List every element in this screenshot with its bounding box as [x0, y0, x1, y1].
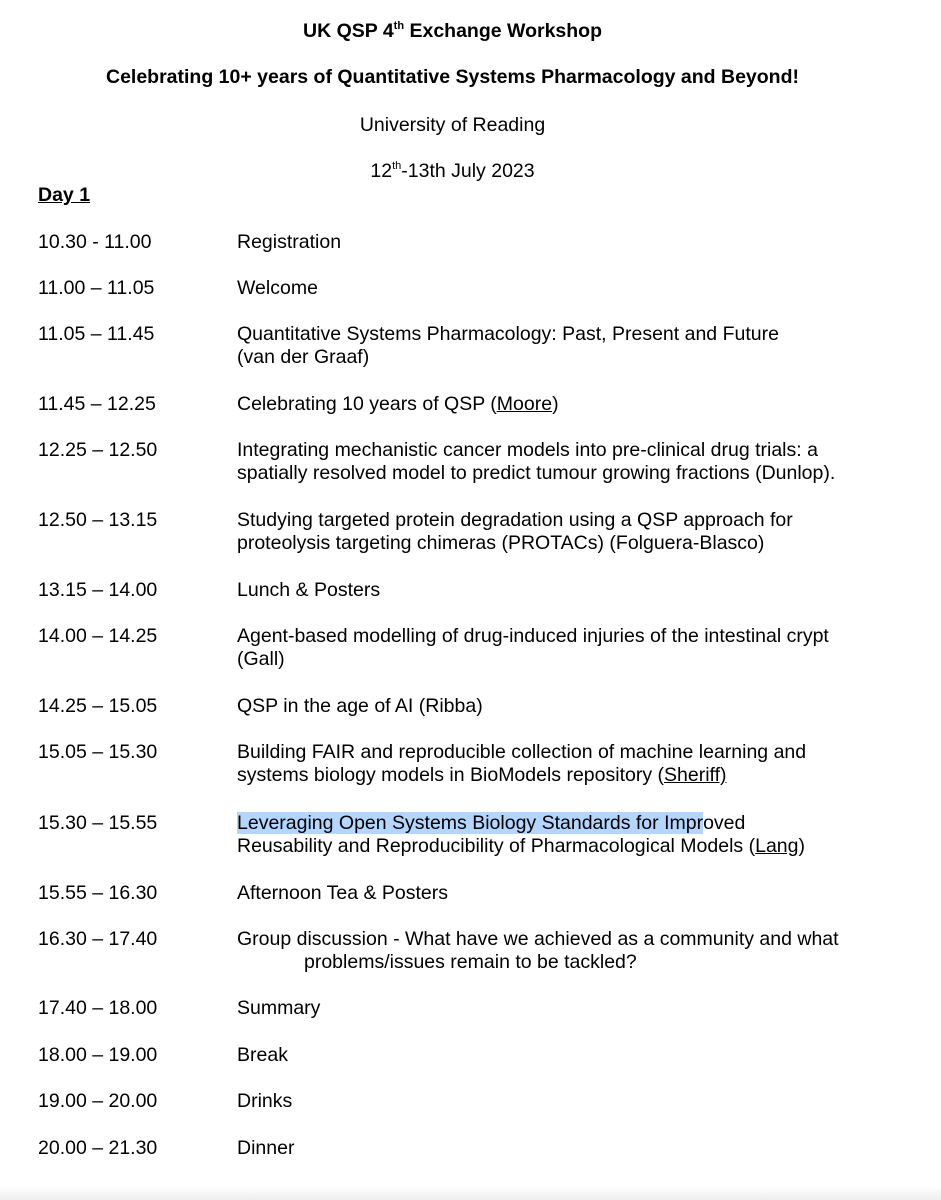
- session-description: [237, 1137, 897, 1160]
- session-time: 13.15 – 14.00: [38, 579, 158, 601]
- session-title-line-2: problems/issues remain to be tackled?: [304, 951, 637, 973]
- document-subtitle: Celebrating 10+ years of Quantitative Systems Pharmacology and Beyond!: [105, 66, 799, 88]
- session-description: [237, 231, 897, 254]
- session-description: [237, 439, 897, 485]
- session-title-line-1: Group discussion - What have we achieved as a community and what: [237, 928, 839, 950]
- session-title-line-1: [237, 812, 897, 835]
- session-time: 15.30 – 15.55: [38, 812, 158, 834]
- session-description: [237, 393, 897, 416]
- session-title: Registration: [237, 231, 342, 253]
- title-prefix: UK QSP 4: [302, 20, 394, 42]
- page-bottom-edge: [0, 1186, 941, 1200]
- session-time: 10.30 - 11.00: [38, 231, 152, 253]
- session-time: 16.30 – 17.40: [38, 928, 158, 950]
- session-title-line-2: [237, 835, 897, 858]
- speaker-link-moore[interactable]: Moore: [496, 393, 553, 415]
- closing-paren: ): [798, 835, 805, 857]
- session-title: Quantitative Systems Pharmacology: Past, Present and Future: [237, 323, 779, 345]
- session-description: [237, 1090, 897, 1113]
- session-description: [237, 695, 897, 718]
- session-time: 14.25 – 15.05: [38, 695, 158, 717]
- session-description: [237, 882, 897, 905]
- session-title-line-1: Building FAIR and reproducible collection of machine learning and: [237, 741, 807, 763]
- text-selection-highlight[interactable]: Leveraging Open Systems Biology Standards for Impr: [237, 812, 704, 834]
- session-title-text: Reusability and Reproducibility of Pharmacological Models (: [237, 835, 756, 857]
- date-suffix: -13th July 2023: [401, 160, 535, 182]
- date-prefix: 12: [370, 160, 393, 182]
- session-time: 19.00 – 20.00: [38, 1090, 158, 1112]
- session-title-text: Celebrating 10 years of QSP (: [237, 393, 497, 415]
- session-time: 20.00 – 21.30: [38, 1137, 158, 1159]
- session-time: 15.55 – 16.30: [38, 882, 158, 904]
- title-superscript: th: [393, 20, 405, 32]
- session-description: [237, 1044, 897, 1067]
- session-time: 12.50 – 13.15: [38, 509, 158, 531]
- session-title: Agent-based modelling of drug-induced injuries of the intestinal crypt: [237, 625, 829, 647]
- session-title-line-1: Studying targeted protein degradation using a QSP approach for: [237, 509, 793, 531]
- closing-paren: ): [552, 393, 559, 415]
- session-description: [237, 997, 897, 1020]
- session-description: [237, 625, 897, 671]
- speaker-link-lang[interactable]: Lang: [755, 835, 799, 857]
- session-time: 12.25 – 12.50: [38, 439, 158, 461]
- session-title: Dinner: [237, 1137, 295, 1159]
- session-title: Break: [237, 1044, 288, 1066]
- session-description: [237, 509, 897, 555]
- session-description: [237, 741, 897, 787]
- day-heading: Day 1: [38, 184, 91, 206]
- session-time: 11.00 – 11.05: [38, 277, 155, 299]
- session-time: 18.00 – 19.00: [38, 1044, 158, 1066]
- session-time: 15.05 – 15.30: [38, 741, 158, 763]
- session-description: [237, 812, 897, 858]
- session-description: [237, 928, 897, 974]
- session-title: QSP in the age of AI (Ribba): [237, 695, 483, 717]
- session-description: [237, 579, 897, 602]
- title-suffix: Exchange Workshop: [404, 20, 602, 42]
- speaker-link-sheriff[interactable]: Sheriff): [664, 764, 727, 786]
- session-title: [237, 393, 897, 416]
- session-description: [237, 277, 897, 300]
- session-description: [237, 323, 897, 369]
- session-title: Drinks: [237, 1090, 293, 1112]
- session-title-text: oved: [703, 812, 746, 834]
- session-title-line-1: Integrating mechanistic cancer models into pre-clinical drug trials: a: [237, 439, 818, 461]
- session-title: Welcome: [237, 277, 318, 299]
- session-title: Afternoon Tea & Posters: [237, 882, 449, 904]
- session-title: Summary: [237, 997, 321, 1019]
- schedule: [38, 0, 908, 1200]
- session-title-line-2: [237, 764, 897, 787]
- session-title-line-2: proteolysis targeting chimeras (PROTACs) (Folguera-Blasco): [237, 532, 765, 554]
- venue: University of Reading: [359, 114, 546, 136]
- session-time: 11.05 – 11.45: [38, 323, 155, 345]
- date-superscript: th: [392, 160, 402, 172]
- session-time: 17.40 – 18.00: [38, 997, 158, 1019]
- session-title-line-2: spatially resolved model to predict tumour growing fractions (Dunlop).: [237, 462, 836, 484]
- session-speaker: (Gall): [237, 648, 285, 670]
- session-title: Lunch & Posters: [237, 579, 381, 601]
- session-title-text: systems biology models in BioModels repository (: [237, 764, 665, 786]
- session-speaker: (van der Graaf): [237, 346, 370, 368]
- session-time: 11.45 – 12.25: [38, 393, 156, 415]
- session-time: 14.00 – 14.25: [38, 625, 158, 647]
